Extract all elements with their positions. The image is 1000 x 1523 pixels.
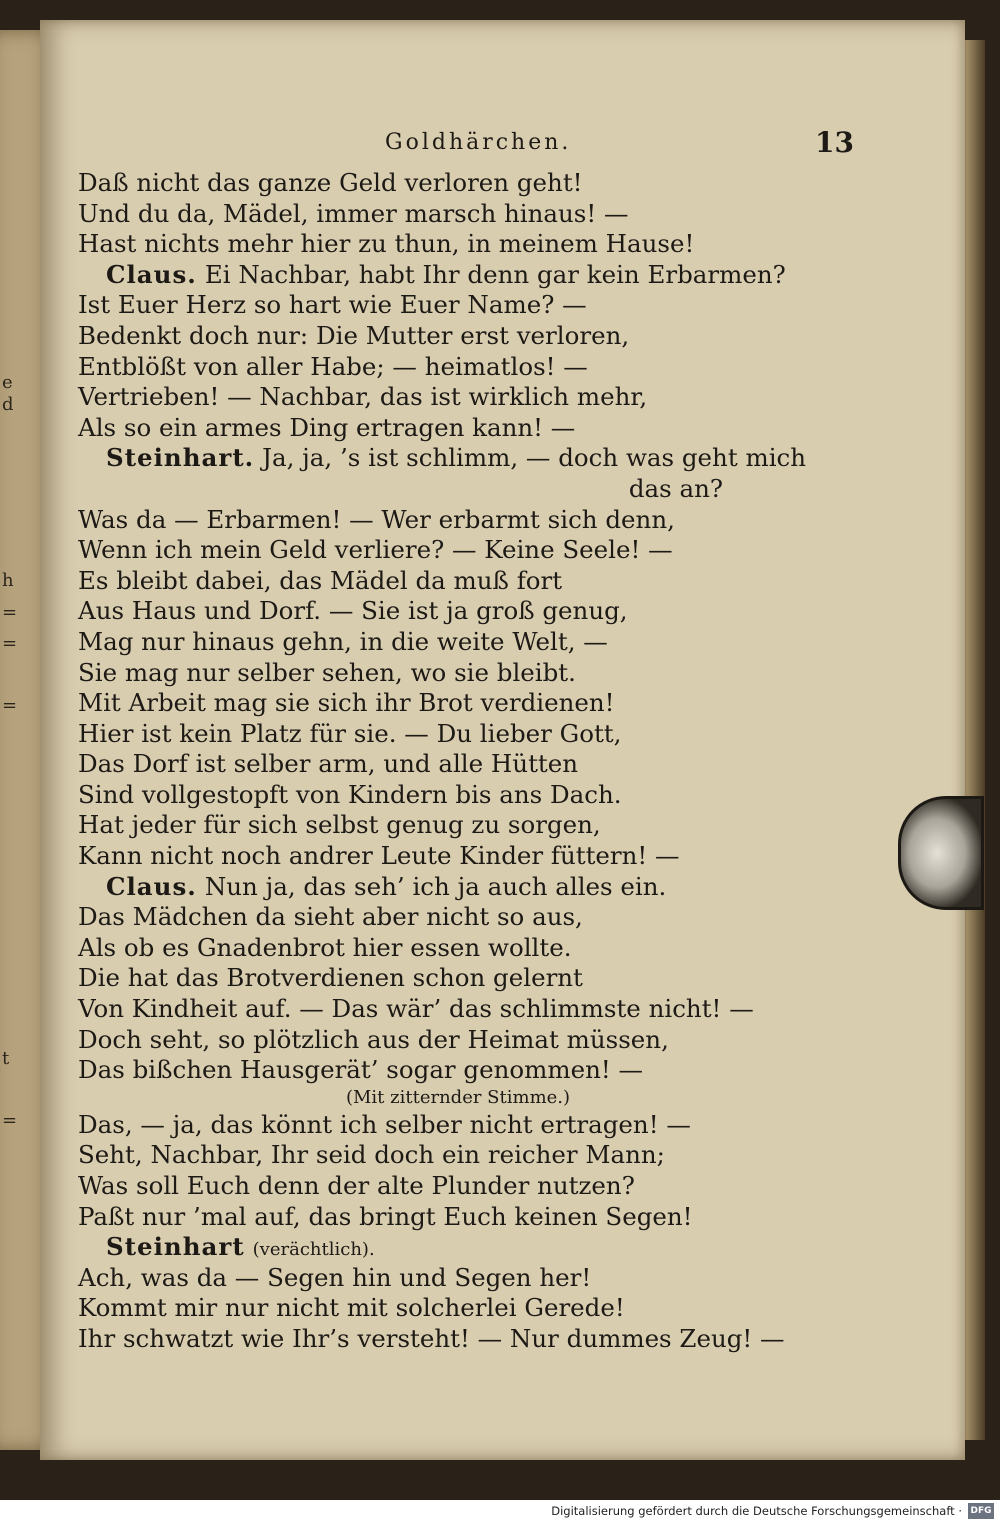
text-line <box>78 321 818 352</box>
line-text: Und du da, Mädel, immer marsch hinaus! — <box>78 198 629 228</box>
margin-fragment: e <box>2 372 13 393</box>
digitization-credit: Digitalisierung gefördert durch die Deutsche Forschungsgemeinschaft · <box>551 1504 962 1518</box>
text-line <box>78 1140 818 1171</box>
line-text: Die hat das Brotverdienen schon gelernt <box>78 963 583 993</box>
line-text: Von Kindheit auf. — Das wär’ das schlimmste nicht! — <box>78 994 754 1024</box>
margin-fragment: h <box>2 570 14 591</box>
text-line <box>78 994 818 1025</box>
line-text: Das Dorf ist selber arm, und alle Hütten <box>78 749 579 779</box>
verse-text <box>78 168 818 1355</box>
line-text: Kommt mir nur nicht mit solcherlei Gerede! <box>78 1293 625 1323</box>
text-line <box>78 199 818 230</box>
text-line <box>78 596 818 627</box>
margin-fragment: = <box>2 1110 18 1131</box>
line-text: Als so ein armes Ding ertragen kann! — <box>78 412 576 442</box>
line-text: Hier ist kein Platz für sie. — Du lieber Gott, <box>78 718 622 748</box>
text-line <box>78 1025 818 1056</box>
line-text: Seht, Nachbar, Ihr seid doch ein reicher Mann; <box>78 1140 665 1170</box>
text-line <box>78 872 818 903</box>
page-number: 13 <box>815 126 854 159</box>
text-line <box>78 566 818 597</box>
speaker-name: Steinhart <box>106 1232 245 1262</box>
text-line <box>78 1202 818 1233</box>
line-text: Wenn ich mein Geld verliere? — Keine Seele! — <box>78 535 673 565</box>
margin-fragment: = <box>2 602 18 623</box>
text-line <box>78 1232 818 1263</box>
line-text: Als ob es Gnadenbrot hier essen wollte. <box>78 932 572 962</box>
text-line <box>78 749 818 780</box>
text-line <box>78 1086 818 1110</box>
line-text: Daß nicht das ganze Geld verloren geht! <box>78 168 583 197</box>
line-text: Das bißchen Hausgerät’ sogar genommen! — <box>78 1055 644 1085</box>
text-line <box>78 658 818 689</box>
line-text: Entblößt von aller Habe; — heimatlos! — <box>78 351 588 381</box>
text-line <box>78 1055 818 1086</box>
text-line <box>78 627 818 658</box>
text-line <box>78 260 818 291</box>
line-text: Hat jeder für sich selbst genug zu sorgen, <box>78 810 601 840</box>
line-text: Ihr schwatzt wie Ihr’s versteht! — Nur dummes Zeug! — <box>78 1323 785 1353</box>
margin-fragment: = <box>2 633 18 654</box>
line-text: Es bleibt dabei, das Mädel da muß fort <box>78 565 563 595</box>
text-line <box>78 474 818 505</box>
text-line <box>78 810 818 841</box>
line-text: Ei Nachbar, habt Ihr denn gar kein Erbarmen? <box>204 259 786 289</box>
text-line <box>78 841 818 872</box>
line-text: Mag nur hinaus gehn, in die weite Welt, — <box>78 626 608 656</box>
text-line <box>78 505 818 536</box>
text-line <box>78 1263 818 1294</box>
text-line <box>78 168 818 199</box>
text-line <box>78 290 818 321</box>
line-text: Mit Arbeit mag sie sich ihr Brot verdienen! <box>78 688 615 718</box>
text-line <box>78 443 818 474</box>
footer-bar <box>0 1500 1000 1523</box>
line-text: Was soll Euch denn der alte Plunder nutzen? <box>78 1171 635 1200</box>
text-line <box>78 1324 818 1355</box>
line-text: Doch seht, so plötzlich aus der Heimat müssen, <box>78 1024 669 1054</box>
line-text: Ja, ja, ’s ist schlimm, — doch was geht mich <box>262 443 807 473</box>
line-text: Nun ja, das seh’ ich ja auch alles ein. <box>204 871 667 901</box>
text-line <box>78 413 818 444</box>
text-line <box>78 1110 818 1141</box>
line-text: das an? <box>628 473 723 503</box>
text-line <box>78 933 818 964</box>
text-line <box>78 1171 818 1202</box>
line-text: Ist Euer Herz so hart wie Euer Name? — <box>78 290 587 320</box>
text-line <box>78 902 818 933</box>
line-text: Ach, was da — Segen hin und Segen her! <box>78 1262 592 1292</box>
text-line <box>78 963 818 994</box>
line-text: (verächtlich). <box>252 1239 375 1261</box>
text-line <box>78 229 818 260</box>
line-text: Vertrieben! — Nachbar, das ist wirklich mehr, <box>78 382 648 412</box>
text-line <box>78 719 818 750</box>
speaker-name: Steinhart. <box>106 443 255 473</box>
margin-fragment: d <box>2 394 14 415</box>
margin-fragment: = <box>2 695 18 716</box>
text-line <box>78 535 818 566</box>
running-title: Goldhärchen. <box>385 130 572 155</box>
line-text: Das Mädchen da sieht aber nicht so aus, <box>78 902 583 932</box>
line-text: Paßt nur ’mal auf, das bringt Euch keinen Segen! <box>78 1201 693 1231</box>
dfg-logo-icon: DFG <box>968 1503 994 1519</box>
line-text: Sind vollgestopft von Kindern bis ans Dach. <box>78 779 622 809</box>
page-header <box>40 128 965 168</box>
text-line <box>78 780 818 811</box>
text-line <box>78 688 818 719</box>
text-line <box>78 1293 818 1324</box>
speaker-name: Claus. <box>106 259 197 289</box>
line-text: Bedenkt doch nur: Die Mutter erst verloren, <box>78 320 630 350</box>
speaker-name: Claus. <box>106 871 197 901</box>
line-text: Sie mag nur selber sehen, wo sie bleibt. <box>78 657 576 687</box>
book-clip <box>898 796 984 910</box>
line-text: (Mit zitternder Stimme.) <box>345 1086 571 1108</box>
text-line <box>78 382 818 413</box>
line-text: Was da — Erbarmen! — Wer erbarmt sich denn, <box>78 504 675 534</box>
line-text: Hast nichts mehr hier zu thun, in meinem Hause! <box>78 229 695 259</box>
line-text: Das, — ja, das könnt ich selber nicht ertragen! — <box>78 1109 691 1139</box>
line-text: Kann nicht noch andrer Leute Kinder füttern! — <box>78 841 680 871</box>
line-text: Aus Haus und Dorf. — Sie ist ja groß genug, <box>78 596 628 626</box>
margin-fragment: t <box>2 1048 10 1069</box>
text-line <box>78 352 818 383</box>
